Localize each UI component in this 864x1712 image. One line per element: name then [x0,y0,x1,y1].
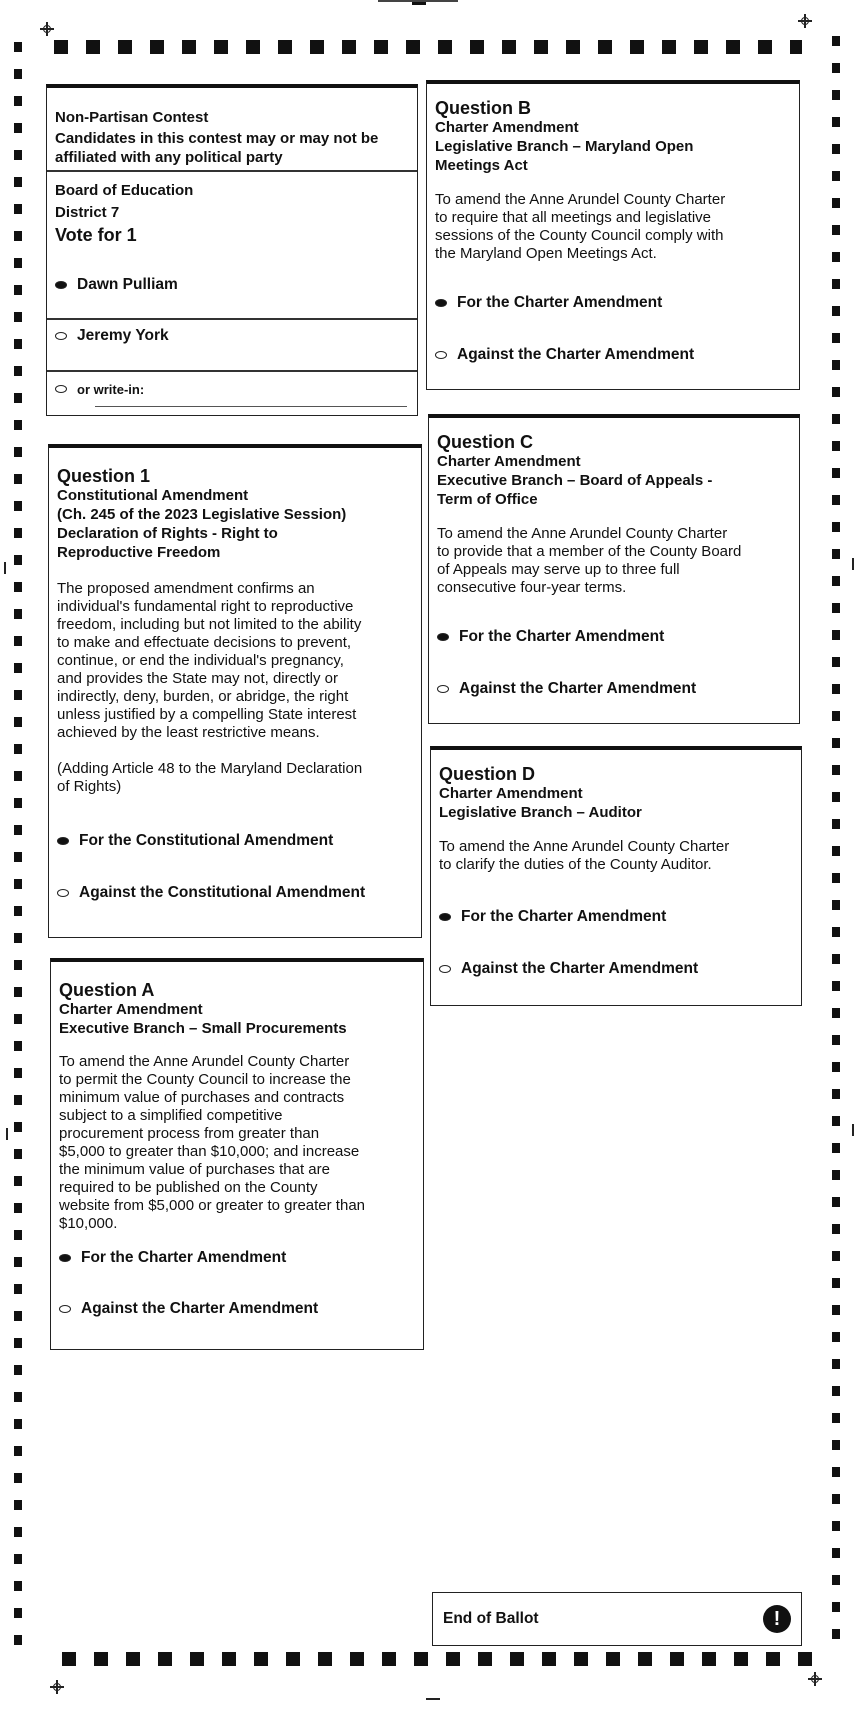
question-text: of Appeals may serve up to three full [437,561,680,578]
timing-marks-right [832,36,840,1654]
empty-bubble-icon[interactable] [59,1305,71,1313]
option-against-amendment[interactable] [59,1298,318,1320]
question-text: minimum value of purchases and contracts [59,1089,345,1106]
divider [47,170,417,172]
office-name: Board of Education [55,182,194,199]
question-text: and provides the State may not, directly or [57,670,338,687]
end-of-ballot-label: End of Ballot [443,1610,539,1627]
filled-bubble-icon[interactable] [55,281,67,289]
option-label: For the Constitutional Amendment [79,832,334,849]
option-label: Against the Charter Amendment [459,680,697,697]
divider [47,318,417,320]
question-subtitle: Charter Amendment [437,453,581,470]
board-of-education-contest [46,84,418,416]
question-title: Question D [439,764,536,784]
registration-crosshair-icon [40,22,54,36]
question-c [428,414,800,724]
empty-bubble-icon[interactable] [55,385,67,393]
option-label: For the Charter Amendment [457,294,663,311]
question-text: required to be published on the County [59,1179,318,1196]
registration-crosshair-icon [808,1672,822,1686]
empty-bubble-icon[interactable] [437,685,449,693]
exclamation-icon: ! [763,1605,791,1633]
option-label: Against the Charter Amendment [457,346,695,363]
option-against-amendment[interactable] [439,958,698,980]
empty-bubble-icon[interactable] [439,965,451,973]
question-text: website from $5,000 or greater to greater than [59,1197,366,1214]
end-of-ballot [432,1592,802,1646]
question-subtitle: Constitutional Amendment [57,487,249,504]
question-subtitle: (Ch. 245 of the 2023 Legislative Session) [57,506,347,523]
question-text: continue, or end the individual's pregnancy, [57,652,344,669]
question-text: to clarify the duties of the County Auditor. [439,856,712,873]
registration-crosshair-icon [50,1680,64,1694]
question-text: The proposed amendment confirms an [57,580,315,597]
question-text: To amend the Anne Arundel County Charter [435,191,726,208]
candidate-name: Jeremy York [77,327,169,344]
district-name: District 7 [55,204,120,221]
question-text: achieved by the least restrictive means. [57,724,320,741]
question-text: freedom, including but not limited to the ability [57,616,362,633]
question-subtitle: Legislative Branch – Maryland Open [435,138,694,155]
contest-header: Non-Partisan Contest [55,109,209,126]
timing-marks-left [14,42,22,1654]
question-subtitle: Reproductive Freedom [57,544,221,561]
registration-crosshair-icon [798,14,812,28]
question-text: the Maryland Open Meetings Act. [435,245,657,262]
question-text: to require that all meetings and legislative [435,209,711,226]
question-subtitle: Executive Branch – Small Procurements [59,1020,347,1037]
question-b [426,80,800,390]
option-for-amendment[interactable] [437,626,664,648]
candidate-option-dawn-pulliam[interactable] [55,274,178,296]
question-text: to provide that a member of the County Board [437,543,742,560]
question-text: sessions of the County Council comply with [435,227,724,244]
question-subtitle: Declaration of Rights - Right to [57,525,278,542]
question-subtitle: Charter Amendment [59,1001,203,1018]
filled-bubble-icon[interactable] [439,913,451,921]
question-title: Question 1 [57,466,151,486]
side-tick [6,1128,8,1140]
option-against-amendment[interactable] [435,344,694,366]
filled-bubble-icon[interactable] [437,633,449,641]
question-title: Question C [437,432,534,452]
write-in-label: or write-in: [77,381,145,397]
option-against-amendment[interactable] [57,882,365,904]
question-text: indirectly, deny, burden, or abridge, the right [57,688,349,705]
side-tick [852,1124,854,1136]
option-label: Against the Charter Amendment [81,1300,319,1317]
filled-bubble-icon[interactable] [59,1254,71,1262]
question-note: of Rights) [57,778,122,795]
filled-bubble-icon[interactable] [435,299,447,307]
timing-marks-bottom [62,1652,822,1666]
question-subtitle: Charter Amendment [435,119,579,136]
question-a [50,958,424,1350]
bottom-mark-tick [426,1698,440,1700]
question-text: $5,000 to greater than $10,000; and increase [59,1143,360,1160]
filled-bubble-icon[interactable] [57,837,69,845]
option-label: For the Charter Amendment [81,1249,287,1266]
question-text: $10,000. [59,1215,118,1232]
question-text: To amend the Anne Arundel County Charter [439,838,730,855]
empty-bubble-icon[interactable] [435,351,447,359]
question-text: to make and effectuate decisions to prevent, [57,634,352,651]
question-text: procurement process from greater than [59,1125,320,1142]
write-in-line[interactable] [95,406,407,407]
divider [47,370,417,372]
option-against-amendment[interactable] [437,678,696,700]
question-text: consecutive four-year terms. [437,579,627,596]
question-text: the minimum value of purchases that are [59,1161,330,1178]
side-tick [852,558,854,570]
side-tick [4,562,6,574]
option-label: For the Charter Amendment [459,628,665,645]
question-text: unless justified by a compelling State interest [57,706,357,723]
question-title: Question A [59,980,155,1000]
candidate-option-jeremy-york[interactable] [55,325,169,347]
vote-for-instruction: Vote for 1 [55,225,137,245]
question-text: To amend the Anne Arundel County Charter [437,525,728,542]
top-mark-tick [412,2,426,5]
question-subtitle: Term of Office [437,491,538,508]
write-in-option[interactable] [55,378,144,400]
option-for-amendment[interactable] [59,1247,286,1269]
question-text: to permit the County Council to increase the [59,1071,351,1088]
question-subtitle: Meetings Act [435,157,528,174]
candidate-name: Dawn Pulliam [77,276,178,293]
empty-bubble-icon[interactable] [57,889,69,897]
question-subtitle: Executive Branch – Board of Appeals - [437,472,713,489]
option-label: For the Charter Amendment [461,908,667,925]
question-subtitle: Legislative Branch – Auditor [439,804,642,821]
question-title: Question B [435,98,532,118]
contest-note-line2: affiliated with any political party [55,149,283,166]
option-for-amendment[interactable] [57,830,333,852]
timing-marks-top [54,40,802,54]
question-1 [48,444,422,938]
option-for-amendment[interactable] [439,906,666,928]
question-text: subject to a simplified competitive [59,1107,283,1124]
empty-bubble-icon[interactable] [55,332,67,340]
question-subtitle: Charter Amendment [439,785,583,802]
question-d [430,746,802,1006]
option-for-amendment[interactable] [435,292,662,314]
option-label: Against the Charter Amendment [461,960,699,977]
question-text: To amend the Anne Arundel County Charter [59,1053,350,1070]
question-note: (Adding Article 48 to the Maryland Declaration [57,760,363,777]
contest-note-line1: Candidates in this contest may or may not be [55,130,379,147]
question-text: individual's fundamental right to reproductive [57,598,354,615]
option-label: Against the Constitutional Amendment [79,884,366,901]
